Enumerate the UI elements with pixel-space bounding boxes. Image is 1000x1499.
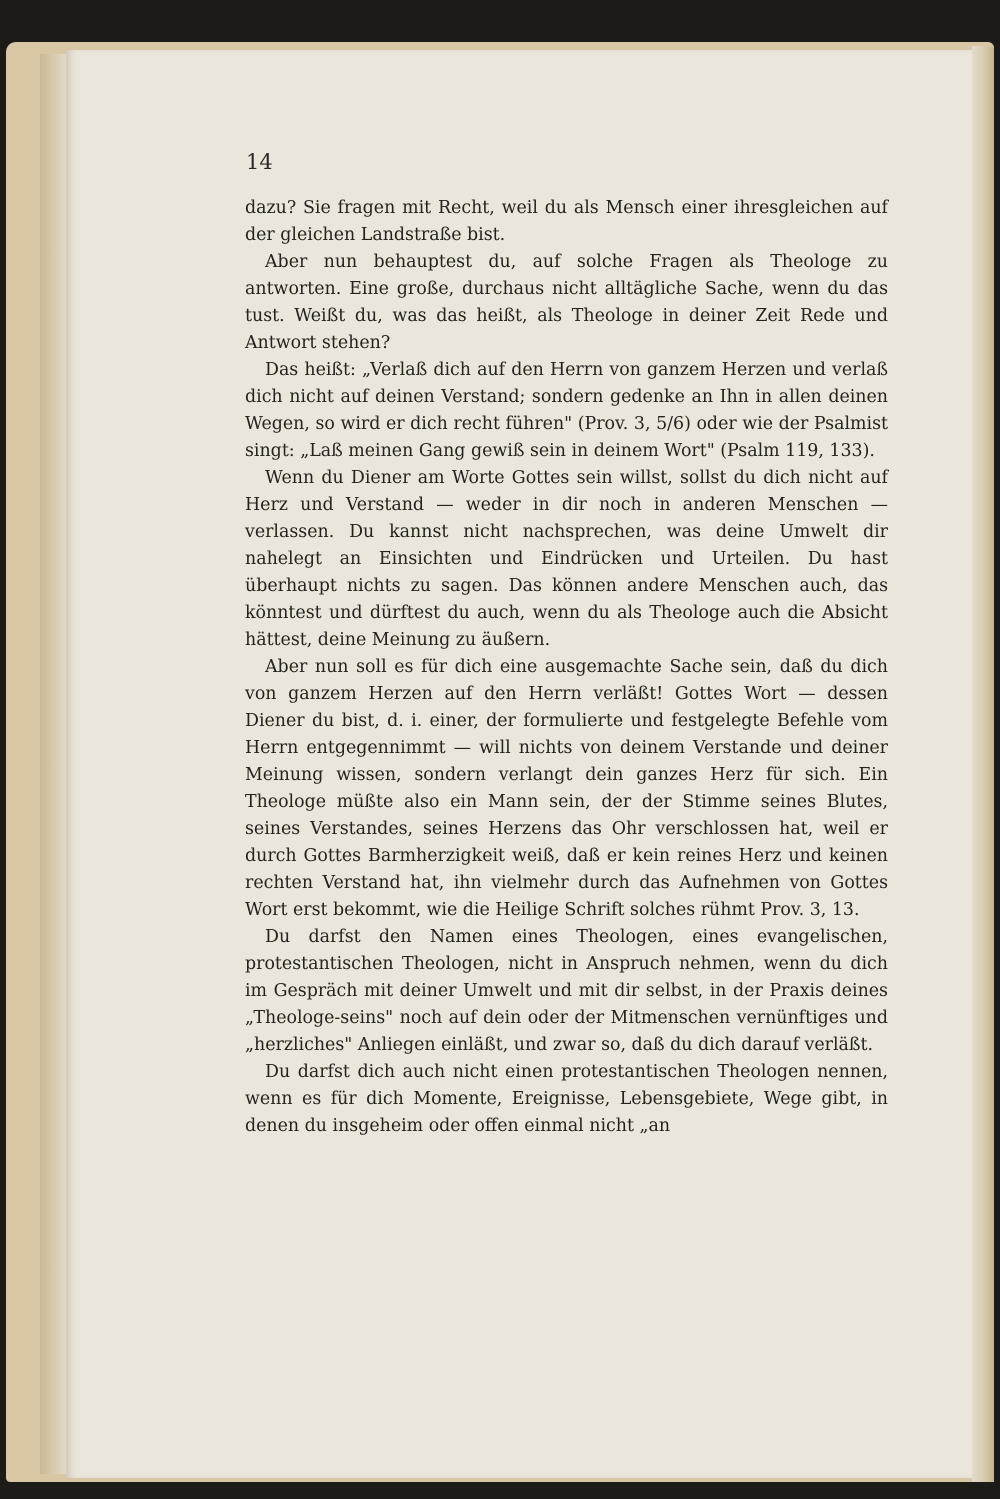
page-number: 14: [246, 150, 273, 174]
paragraph-2: Aber nun behauptest du, auf solche Fragen als Theologe zu antworten. Eine große, durchaus nicht alltägliche Sache, wenn du das tust. Weißt du, was das heißt, als Theologe in deiner Zeit Rede und Antwort stehen?: [245, 252, 888, 353]
paragraph-6: Du darfst den Namen eines Theologen, eines evangelischen, protestantischen Theologen, nicht in Anspruch nehmen, wenn du dich im Gespräch mit deiner Umwelt und mit dir selbst, in der Praxis deines „Theologe-seins" noch auf dein oder der Mitmenschen vernünftiges und „herzliches" Anliegen einläßt, und zwar so, daß du dich darauf verläßt.: [245, 927, 888, 1055]
paragraph-4: Wenn du Diener am Worte Gottes sein willst, sollst du dich nicht auf Herz und Verstand — weder in dir noch in anderen Menschen — verlassen. Du kannst nicht nachsprechen, was deine Umwelt dir nahelegt an Einsichten und Eindrücken und Urteilen. Du hast überhaupt nichts zu sagen. Das können andere Menschen auch, das könntest und dürftest du auch, wenn du als Theologe auch die Absicht hättest, deine Meinung zu äußern.: [245, 468, 888, 650]
page-stack-right: [972, 46, 994, 1482]
paragraph-3: Das heißt: „Verlaß dich auf den Herrn von ganzem Herzen und verlaß dich nicht auf deinen Verstand; sondern gedenke an Ihn in allen deinen Wegen, so wird er dich recht führen" (Prov. 3, 5/6) oder wie der Psalmist singt: „Laß meinen Gang gewiß sein in deinem Wort" (Psalm 119, 133).: [245, 360, 888, 461]
paragraph-5: Aber nun soll es für dich eine ausgemachte Sache sein, daß du dich von ganzem Herzen auf den Herrn verläßt! Gottes Wort — dessen Diener du bist, d. i. einer, der formulierte und festgelegte Befehle vom Herrn entgegennimmt — will nichts von deinem Verstande und deiner Meinung wissen, sondern verlangt dein ganzes Herz für sich. Ein Theologe müßte also ein Mann sein, der der Stimme seines Blutes, seines Verstandes, seines Herzens das Ohr verschlossen hat, weil er durch Gottes Barmherzigkeit weiß, daß er kein reines Herz und keinen rechten Verstand hat, ihn vielmehr durch das Aufnehmen von Gottes Wort erst bekommt, wie die Heilige Schrift solches rühmt Prov. 3, 13.: [245, 657, 888, 920]
paragraph-7: Du darfst dich auch nicht einen protestantischen Theologen nennen, wenn es für dich Momente, Ereignisse, Lebensgebiete, Wege gibt, in denen du insgeheim oder offen einmal nicht „an: [245, 1062, 888, 1136]
body-text: [245, 195, 888, 1140]
paragraph-1: dazu? Sie fragen mit Recht, weil du als Mensch einer ihresgleichen auf der gleichen Landstraße bist.: [245, 198, 888, 245]
